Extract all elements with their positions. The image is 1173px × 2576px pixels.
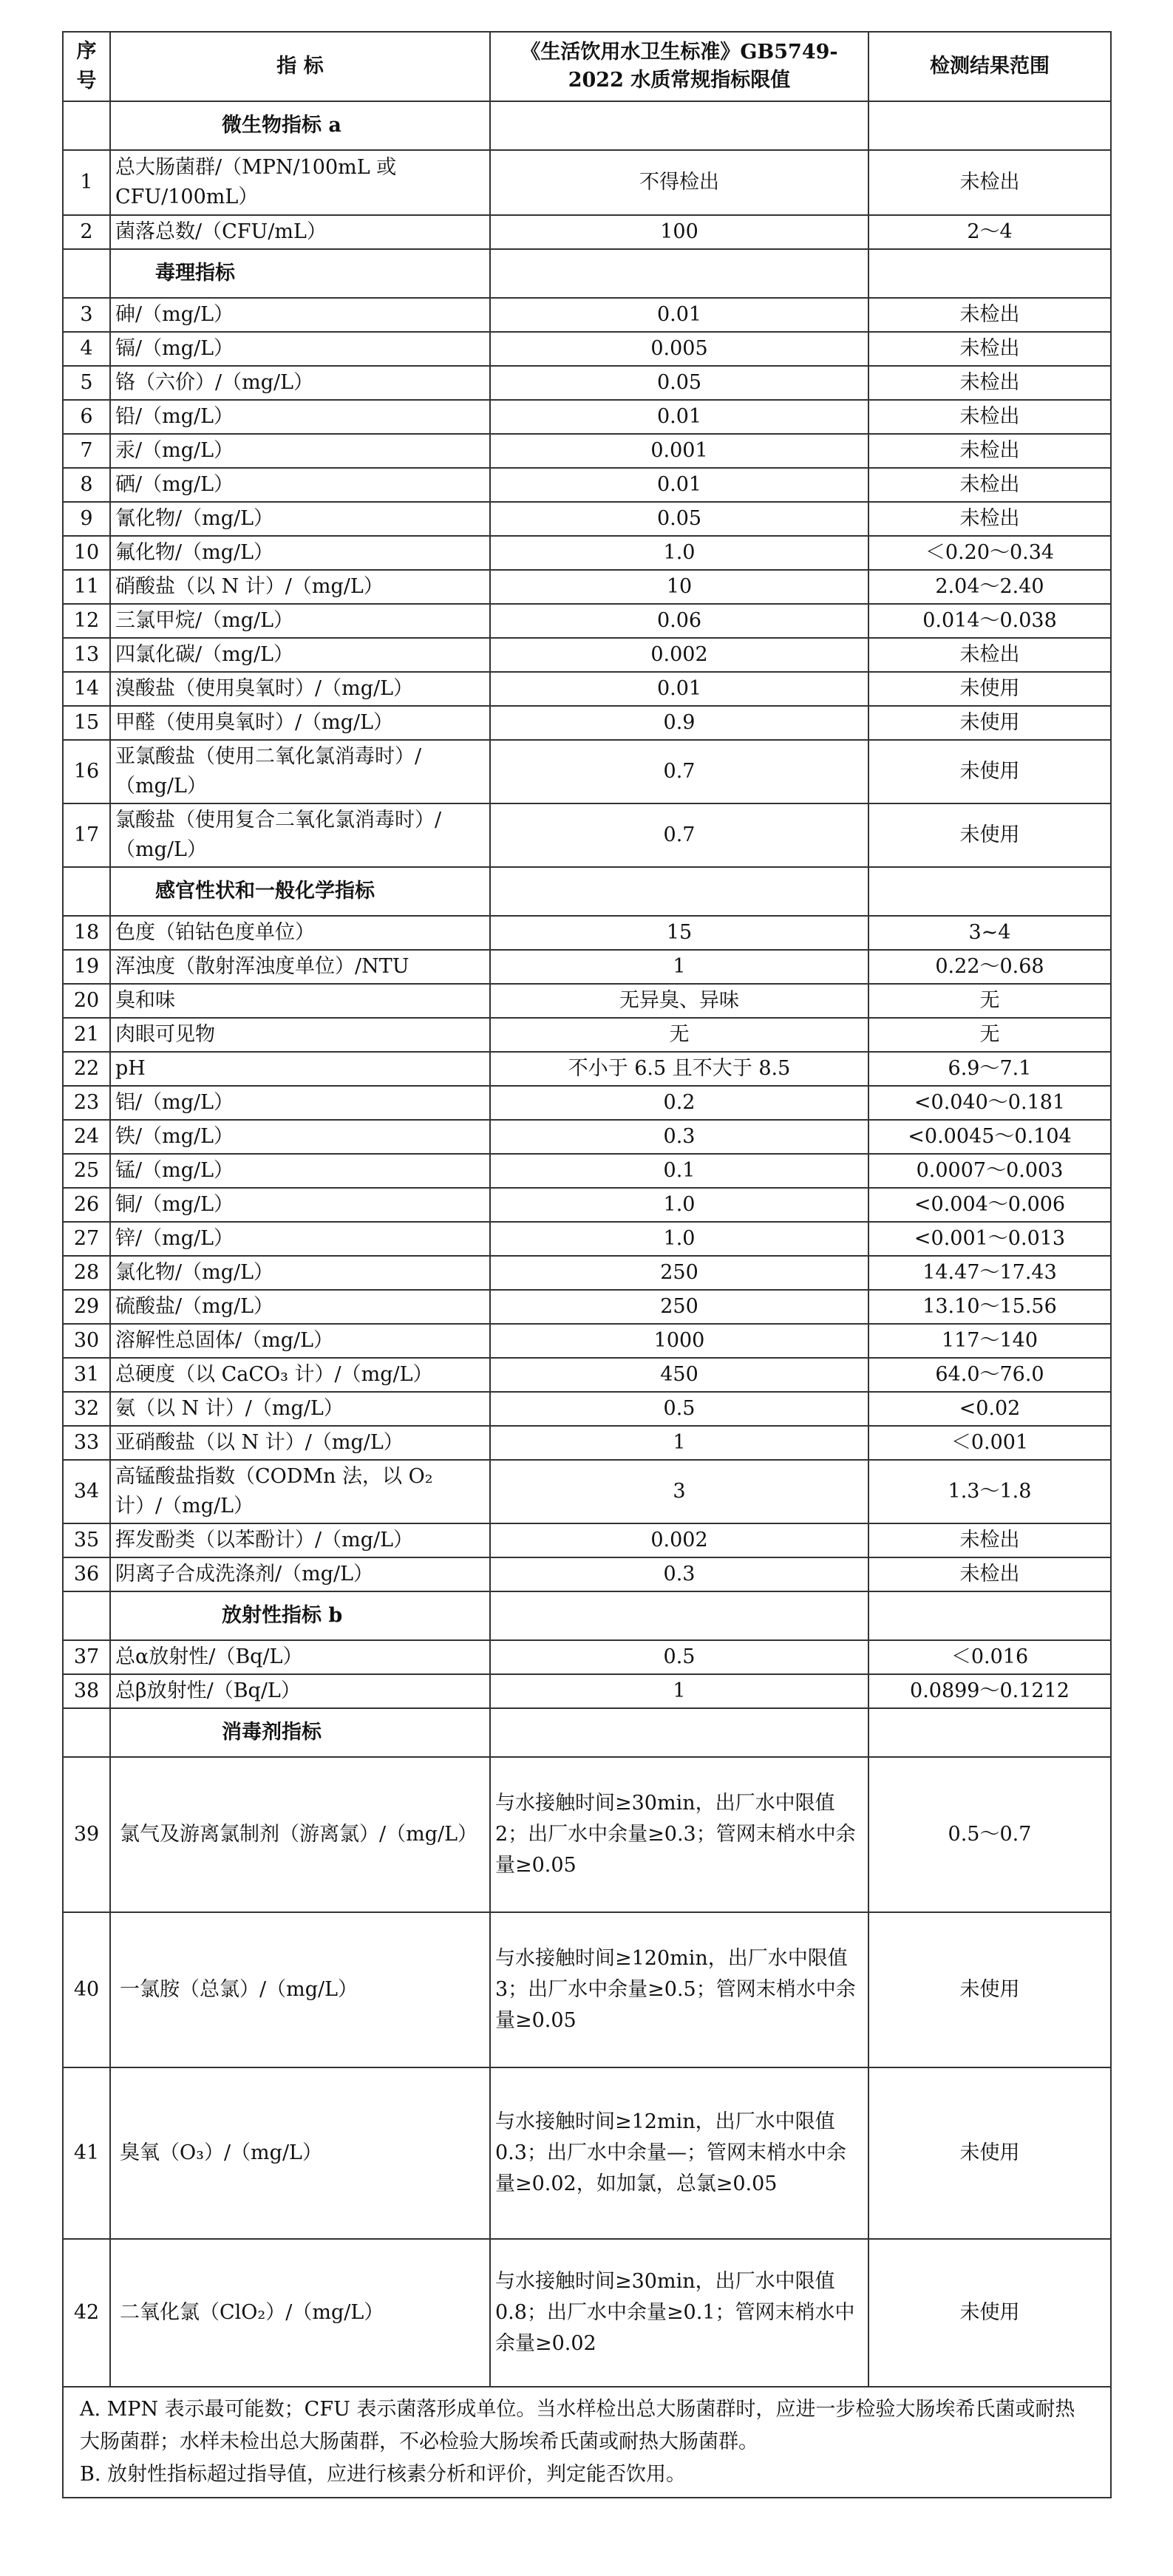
standard-limit: 250	[490, 1256, 868, 1290]
table-row	[63, 2067, 1111, 2239]
standard-limit: 0.5	[490, 1640, 868, 1674]
row-number: 9	[63, 502, 110, 536]
test-result: <0.040～0.181	[868, 1086, 1111, 1120]
test-result: 0.5～0.7	[868, 1757, 1111, 1912]
table-row	[63, 1154, 1111, 1188]
row-number: 22	[63, 1052, 110, 1086]
standard-limit: 1	[490, 1674, 868, 1708]
standard-limit: 0.3	[490, 1120, 868, 1154]
row-number: 38	[63, 1674, 110, 1708]
test-result: 3~4	[868, 916, 1111, 950]
table-row	[63, 1222, 1111, 1256]
header-limit: 《生活饮用水卫生标准》GB5749-2022 水质常规指标限值	[490, 32, 868, 101]
standard-limit: 无	[490, 1018, 868, 1052]
row-number: 18	[63, 916, 110, 950]
standard-limit: 0.002	[490, 638, 868, 672]
indicator-name: 氨（以 N 计）/（mg/L）	[110, 1392, 490, 1426]
standard-limit: 0.001	[490, 434, 868, 468]
standard-limit: 1.0	[490, 536, 868, 570]
water-quality-table-page	[62, 31, 1110, 2498]
indicator-name: pH	[110, 1052, 490, 1086]
row-number: 12	[63, 604, 110, 638]
row-number: 1	[63, 150, 110, 215]
section-empty-cell	[868, 249, 1111, 298]
test-result: 未检出	[868, 400, 1111, 434]
indicator-name: 汞/（mg/L）	[110, 434, 490, 468]
standard-limit: 与水接触时间≥12min，出厂水中限值 0.3；出厂水中余量—；管网末梢水中余量≥0.02，如加氯，总氯≥0.05	[490, 2067, 868, 2239]
section-empty-cell	[868, 1708, 1111, 1757]
table-row	[63, 400, 1111, 434]
row-number: 37	[63, 1640, 110, 1674]
row-number: 8	[63, 468, 110, 502]
standard-limit: 与水接触时间≥30min，出厂水中限值 2；出厂水中余量≥0.3；管网末梢水中余量≥0.05	[490, 1757, 868, 1912]
row-number: 25	[63, 1154, 110, 1188]
note-a: A. MPN 表示最可能数；CFU 表示菌落形成单位。当水样检出总大肠菌群时，应进一步检验大肠埃希氏菌或耐热大肠菌群；水样未检出总大肠菌群，不必检验大肠埃希氏菌或耐热大肠菌群。	[80, 2398, 1075, 2453]
section-empty-cell	[868, 1591, 1111, 1640]
indicator-name: 铬（六价）/（mg/L）	[110, 366, 490, 400]
standard-limit: 1000	[490, 1324, 868, 1358]
row-number: 5	[63, 366, 110, 400]
table-row	[63, 672, 1111, 706]
standard-limit: 0.1	[490, 1154, 868, 1188]
row-number: 15	[63, 706, 110, 740]
section-title-sensory: 感官性状和一般化学指标	[110, 867, 490, 916]
test-result: 未检出	[868, 468, 1111, 502]
standard-limit: 0.05	[490, 502, 868, 536]
table-row	[63, 1324, 1111, 1358]
indicator-name: 四氯化碳/（mg/L）	[110, 638, 490, 672]
table-row	[63, 1674, 1111, 1708]
standard-limit: 0.3	[490, 1557, 868, 1591]
test-result: 未检出	[868, 638, 1111, 672]
table-row	[63, 150, 1111, 215]
test-result: 6.9～7.1	[868, 1052, 1111, 1086]
table-row	[63, 434, 1111, 468]
row-number: 23	[63, 1086, 110, 1120]
row-number: 20	[63, 984, 110, 1018]
note-b: B. 放射性指标超过指导值，应进行核素分析和评价，判定能否饮用。	[80, 2463, 687, 2486]
standard-limit: 0.9	[490, 706, 868, 740]
standard-limit: 0.2	[490, 1086, 868, 1120]
indicator-name: 溴酸盐（使用臭氧时）/（mg/L）	[110, 672, 490, 706]
test-result: 117～140	[868, 1324, 1111, 1358]
section-title-radio: 放射性指标 b	[110, 1591, 490, 1640]
notes-row	[63, 2387, 1111, 2498]
indicator-name: 锰/（mg/L）	[110, 1154, 490, 1188]
test-result: 无	[868, 1018, 1111, 1052]
table-row	[63, 570, 1111, 604]
test-result: 未检出	[868, 366, 1111, 400]
row-number: 14	[63, 672, 110, 706]
table-row	[63, 298, 1111, 332]
standard-limit: 无异臭、异味	[490, 984, 868, 1018]
table-row	[63, 1460, 1111, 1523]
test-result: 未检出	[868, 150, 1111, 215]
table-row	[63, 1256, 1111, 1290]
test-result: 0.0899～0.1212	[868, 1674, 1111, 1708]
test-result: <0.001～0.013	[868, 1222, 1111, 1256]
row-number: 13	[63, 638, 110, 672]
header-indicator: 指 标	[110, 32, 490, 101]
test-result: <0.0045～0.104	[868, 1120, 1111, 1154]
row-number: 34	[63, 1460, 110, 1523]
standard-limit: 0.06	[490, 604, 868, 638]
indicator-name: 铜/（mg/L）	[110, 1188, 490, 1222]
table-row	[63, 1018, 1111, 1052]
test-result: 1.3～1.8	[868, 1460, 1111, 1523]
test-result: 未使用	[868, 803, 1111, 867]
indicator-name: 菌落总数/（CFU/mL）	[110, 215, 490, 249]
standard-limit: 不小于 6.5 且不大于 8.5	[490, 1052, 868, 1086]
indicator-name: 总α放射性/（Bq/L）	[110, 1640, 490, 1674]
row-number: 17	[63, 803, 110, 867]
table-row	[63, 984, 1111, 1018]
section-row-micro	[63, 101, 1111, 150]
table-row	[63, 1640, 1111, 1674]
row-number: 32	[63, 1392, 110, 1426]
section-title-disinfect: 消毒剂指标	[110, 1708, 490, 1757]
table-row	[63, 740, 1111, 803]
test-result: 未检出	[868, 298, 1111, 332]
indicator-name: 溶解性总固体/（mg/L）	[110, 1324, 490, 1358]
standard-limit: 10	[490, 570, 868, 604]
indicator-name: 色度（铂钴色度单位）	[110, 916, 490, 950]
table-row	[63, 950, 1111, 984]
table-row	[63, 536, 1111, 570]
header-result: 检测结果范围	[868, 32, 1111, 101]
table-row	[63, 604, 1111, 638]
row-number: 3	[63, 298, 110, 332]
indicator-name: 铅/（mg/L）	[110, 400, 490, 434]
table-row	[63, 916, 1111, 950]
row-number: 16	[63, 740, 110, 803]
test-result: 2～4	[868, 215, 1111, 249]
standard-limit: 0.002	[490, 1523, 868, 1557]
indicator-name: 总β放射性/（Bq/L）	[110, 1674, 490, 1708]
standard-limit: 0.01	[490, 400, 868, 434]
row-number: 36	[63, 1557, 110, 1591]
indicator-name: 一氯胺（总氯）/（mg/L）	[110, 1912, 490, 2067]
indicator-name: 甲醛（使用臭氧时）/（mg/L）	[110, 706, 490, 740]
table-row	[63, 803, 1111, 867]
test-result: 无	[868, 984, 1111, 1018]
indicator-name: 硒/（mg/L）	[110, 468, 490, 502]
section-empty-cell	[868, 867, 1111, 916]
indicator-name: 砷/（mg/L）	[110, 298, 490, 332]
indicator-name: 三氯甲烷/（mg/L）	[110, 604, 490, 638]
row-number: 42	[63, 2239, 110, 2387]
indicator-name: 臭和味	[110, 984, 490, 1018]
test-result: ＜0.20～0.34	[868, 536, 1111, 570]
table-row	[63, 1120, 1111, 1154]
section-empty-cell	[490, 249, 868, 298]
indicator-name: 挥发酚类（以苯酚计）/（mg/L）	[110, 1523, 490, 1557]
test-result: 未检出	[868, 502, 1111, 536]
row-number: 30	[63, 1324, 110, 1358]
test-result: 64.0～76.0	[868, 1358, 1111, 1392]
row-number: 35	[63, 1523, 110, 1557]
indicator-name: 镉/（mg/L）	[110, 332, 490, 366]
test-result: 未检出	[868, 332, 1111, 366]
standard-limit: 1.0	[490, 1222, 868, 1256]
standard-limit: 1	[490, 950, 868, 984]
row-number: 27	[63, 1222, 110, 1256]
standard-limit: 450	[490, 1358, 868, 1392]
standard-limit: 1	[490, 1426, 868, 1460]
section-row-disinfect	[63, 1708, 1111, 1757]
header-no: 序号	[63, 32, 110, 101]
test-result: 14.47～17.43	[868, 1256, 1111, 1290]
row-number: 39	[63, 1757, 110, 1912]
standard-limit: 0.7	[490, 740, 868, 803]
indicator-name: 肉眼可见物	[110, 1018, 490, 1052]
indicator-name: 氰化物/（mg/L）	[110, 502, 490, 536]
row-number: 33	[63, 1426, 110, 1460]
test-result: 2.04～2.40	[868, 570, 1111, 604]
table-row	[63, 1912, 1111, 2067]
table-row	[63, 1426, 1111, 1460]
test-result: 未使用	[868, 706, 1111, 740]
table-row	[63, 2239, 1111, 2387]
table-row	[63, 1358, 1111, 1392]
table-row	[63, 1086, 1111, 1120]
row-number: 2	[63, 215, 110, 249]
test-result: <0.02	[868, 1392, 1111, 1426]
section-no-cell	[63, 867, 110, 916]
row-number: 41	[63, 2067, 110, 2239]
indicator-name: 锌/（mg/L）	[110, 1222, 490, 1256]
standard-limit: 与水接触时间≥120min，出厂水中限值 3；出厂水中余量≥0.5；管网末梢水中余量≥0.05	[490, 1912, 868, 2067]
section-empty-cell	[490, 1708, 868, 1757]
section-empty-cell	[490, 867, 868, 916]
section-no-cell	[63, 249, 110, 298]
standard-limit: 0.01	[490, 468, 868, 502]
row-number: 6	[63, 400, 110, 434]
standard-limit: 不得检出	[490, 150, 868, 215]
table-row	[63, 1757, 1111, 1912]
indicator-name: 浑浊度（散射浑浊度单位）/NTU	[110, 950, 490, 984]
test-result: 未检出	[868, 1523, 1111, 1557]
row-number: 40	[63, 1912, 110, 2067]
indicator-name: 氯化物/（mg/L）	[110, 1256, 490, 1290]
table-row	[63, 332, 1111, 366]
test-result: 未使用	[868, 740, 1111, 803]
indicator-name: 亚氯酸盐（使用二氧化氯消毒时）/（mg/L）	[110, 740, 490, 803]
row-number: 24	[63, 1120, 110, 1154]
test-result: 未检出	[868, 434, 1111, 468]
section-title-micro: 微生物指标 a	[110, 101, 490, 150]
table-row	[63, 638, 1111, 672]
indicator-name: 硫酸盐/（mg/L）	[110, 1290, 490, 1324]
section-empty-cell	[868, 101, 1111, 150]
test-result: 13.10～15.56	[868, 1290, 1111, 1324]
row-number: 7	[63, 434, 110, 468]
table-row	[63, 468, 1111, 502]
indicator-name: 氟化物/（mg/L）	[110, 536, 490, 570]
table-header-row	[63, 32, 1111, 101]
standard-limit: 0.7	[490, 803, 868, 867]
section-row-toxic	[63, 249, 1111, 298]
section-no-cell	[63, 1708, 110, 1757]
indicator-name: 阴离子合成洗涤剂/（mg/L）	[110, 1557, 490, 1591]
standard-limit: 1.0	[490, 1188, 868, 1222]
row-number: 28	[63, 1256, 110, 1290]
row-number: 31	[63, 1358, 110, 1392]
standard-limit: 15	[490, 916, 868, 950]
table-row	[63, 1392, 1111, 1426]
section-no-cell	[63, 1591, 110, 1640]
table-row	[63, 1557, 1111, 1591]
test-result: 未使用	[868, 1912, 1111, 2067]
table-row	[63, 1523, 1111, 1557]
standard-limit: 0.005	[490, 332, 868, 366]
table-row	[63, 1052, 1111, 1086]
indicator-name: 高锰酸盐指数（CODMn 法，以 O₂ 计）/（mg/L）	[110, 1460, 490, 1523]
indicator-name: 硝酸盐（以 N 计）/（mg/L）	[110, 570, 490, 604]
section-no-cell	[63, 101, 110, 150]
table-row	[63, 502, 1111, 536]
standard-limit: 与水接触时间≥30min，出厂水中限值 0.8；出厂水中余量≥0.1；管网末梢水中余量≥0.02	[490, 2239, 868, 2387]
table-row	[63, 215, 1111, 249]
test-result: ＜0.016	[868, 1640, 1111, 1674]
water-quality-table	[62, 31, 1112, 2498]
test-result: 0.22～0.68	[868, 950, 1111, 984]
indicator-name: 二氧化氯（ClO₂）/（mg/L）	[110, 2239, 490, 2387]
standard-limit: 0.01	[490, 298, 868, 332]
standard-limit: 100	[490, 215, 868, 249]
section-row-radio	[63, 1591, 1111, 1640]
test-result: 未使用	[868, 672, 1111, 706]
row-number: 10	[63, 536, 110, 570]
test-result: 未使用	[868, 2239, 1111, 2387]
indicator-name: 氯气及游离氯制剂（游离氯）/（mg/L）	[110, 1757, 490, 1912]
row-number: 19	[63, 950, 110, 984]
table-row	[63, 706, 1111, 740]
table-row	[63, 366, 1111, 400]
standard-limit: 0.5	[490, 1392, 868, 1426]
standard-limit: 0.05	[490, 366, 868, 400]
notes-cell	[63, 2387, 1111, 2498]
table-row	[63, 1290, 1111, 1324]
row-number: 11	[63, 570, 110, 604]
test-result: 0.014～0.038	[868, 604, 1111, 638]
row-number: 21	[63, 1018, 110, 1052]
section-empty-cell	[490, 101, 868, 150]
row-number: 29	[63, 1290, 110, 1324]
test-result: ＜0.001	[868, 1426, 1111, 1460]
test-result: 未使用	[868, 2067, 1111, 2239]
test-result: <0.004～0.006	[868, 1188, 1111, 1222]
test-result: 未检出	[868, 1557, 1111, 1591]
section-row-sensory	[63, 867, 1111, 916]
indicator-name: 亚硝酸盐（以 N 计）/（mg/L）	[110, 1426, 490, 1460]
table-row	[63, 1188, 1111, 1222]
indicator-name: 铝/（mg/L）	[110, 1086, 490, 1120]
section-title-toxic: 毒理指标	[110, 249, 490, 298]
standard-limit: 0.01	[490, 672, 868, 706]
indicator-name: 总硬度（以 CaCO₃ 计）/（mg/L）	[110, 1358, 490, 1392]
row-number: 26	[63, 1188, 110, 1222]
test-result: 0.0007～0.003	[868, 1154, 1111, 1188]
row-number: 4	[63, 332, 110, 366]
standard-limit: 3	[490, 1460, 868, 1523]
indicator-name: 铁/（mg/L）	[110, 1120, 490, 1154]
indicator-name: 总大肠菌群/（MPN/100mL 或 CFU/100mL）	[110, 150, 490, 215]
standard-limit: 250	[490, 1290, 868, 1324]
indicator-name: 臭氧（O₃）/（mg/L）	[110, 2067, 490, 2239]
indicator-name: 氯酸盐（使用复合二氧化氯消毒时）/（mg/L）	[110, 803, 490, 867]
section-empty-cell	[490, 1591, 868, 1640]
